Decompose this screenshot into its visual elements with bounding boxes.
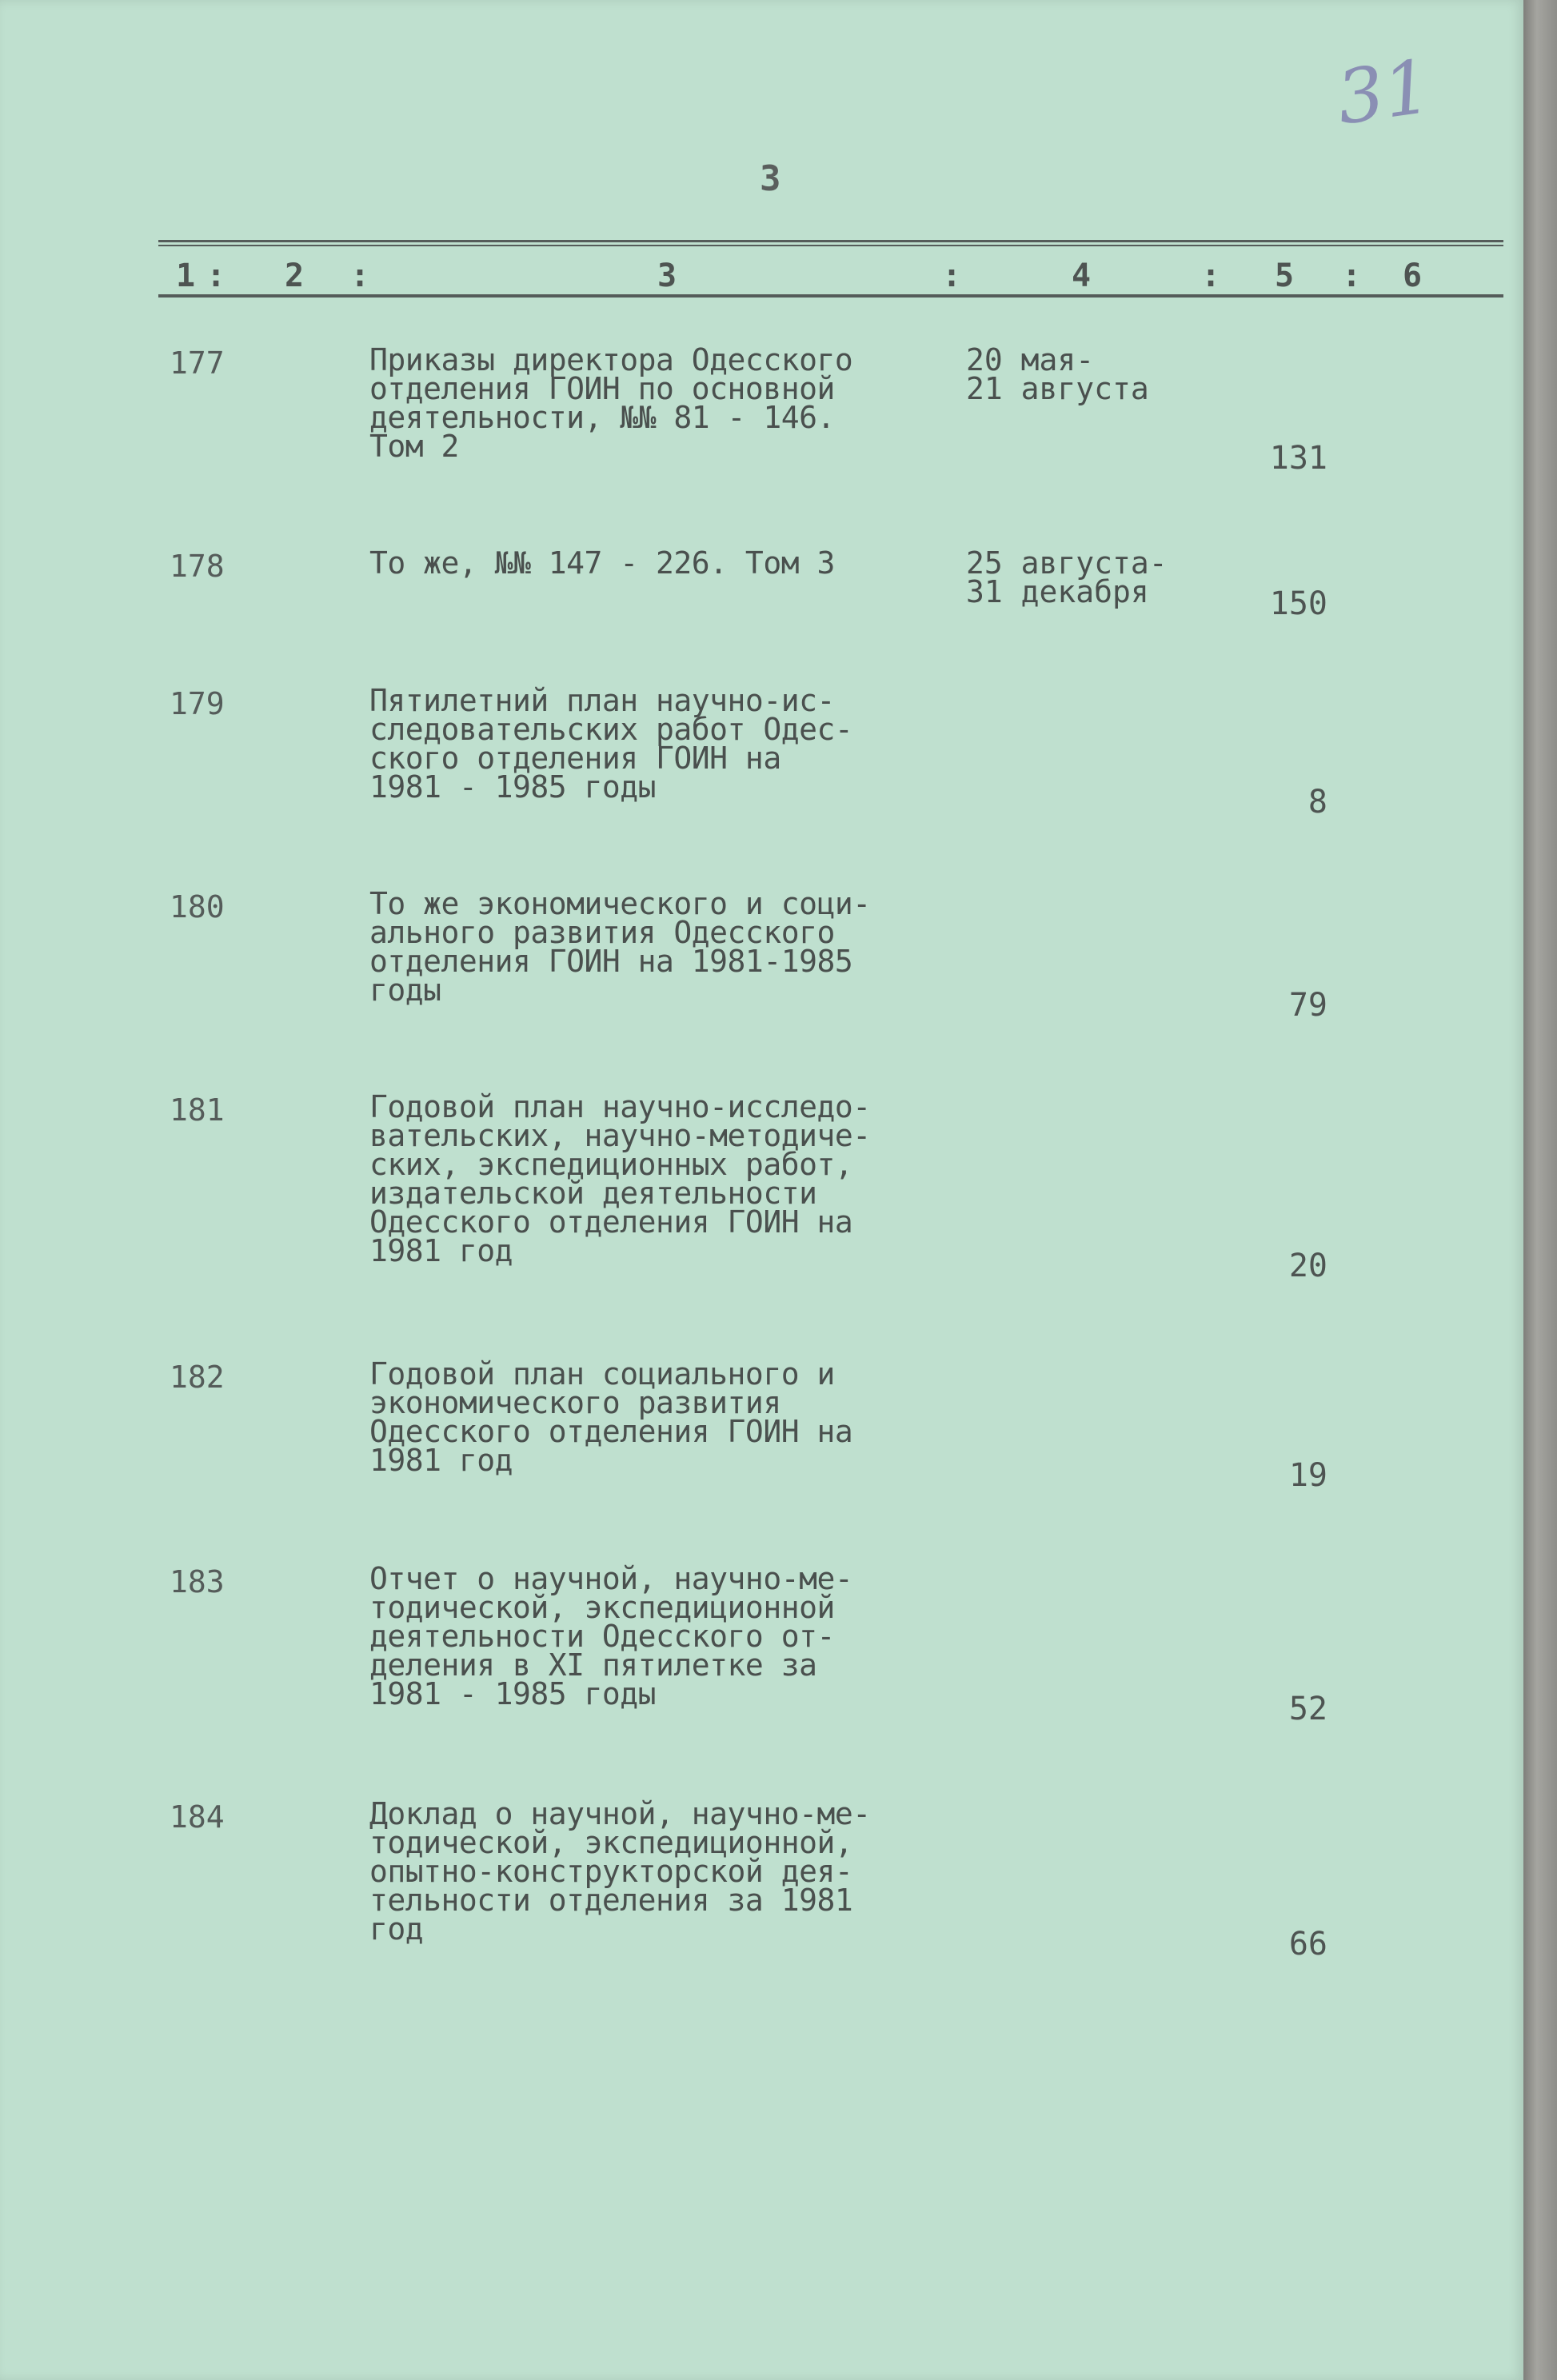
column-header-4: 4: [1072, 258, 1092, 294]
entry-sheet-count: 52: [1288, 1691, 1327, 1727]
entry-title: Годовой план социального и экономического развития Одесского отделения ГОИН на 1981 год: [369, 1356, 853, 1478]
column-header-2: 2: [285, 258, 305, 294]
entry-number: 179: [170, 686, 225, 721]
entry-number: 182: [170, 1360, 225, 1395]
entry-dates: 20 мая- 21 августа: [966, 342, 1149, 406]
page-number: 3: [760, 158, 781, 199]
entry-sheet-count: 66: [1288, 1926, 1327, 1963]
handwritten-sheet-number: 31: [1331, 43, 1436, 142]
entry-title: То же экономического и соци- ального развития Одесского отделения ГОИН на 1981-1985 годы: [369, 886, 871, 1008]
column-header-3: 3: [657, 258, 677, 294]
entry-title: То же, №№ 147 - 226. Том 3: [369, 545, 835, 581]
entry-title: Пятилетний план научно-ис- следовательских работ Одес- ского отделения ГОИН на 1981 - 1985 годы: [369, 683, 853, 805]
entry-sheet-count: 8: [1307, 784, 1327, 821]
entry-dates: 25 августа- 31 декабря: [966, 545, 1168, 609]
column-header-1: 1: [176, 258, 196, 294]
page-edge: [1523, 0, 1557, 2380]
entry-sheet-count: 150: [1269, 585, 1327, 622]
entry-title: Годовой план научно-исследо- вательских, научно-методиче- ских, экспедиционных работ, издательской деятельности Одесского отделения ГОИН на 1981 год: [369, 1089, 871, 1268]
entry-number: 183: [170, 1564, 225, 1599]
entry-sheet-count: 131: [1269, 440, 1327, 477]
column-header-5: 5: [1275, 258, 1295, 294]
entry-sheet-count: 20: [1288, 1248, 1327, 1284]
table-top-rule: [158, 240, 1503, 242]
entry-sheet-count: 19: [1288, 1457, 1327, 1494]
entry-number: 181: [170, 1092, 225, 1128]
table-top-rule-2: [158, 245, 1503, 246]
column-header-6: 6: [1403, 258, 1423, 294]
column-header-row: 1 : 2 : 3 : 4 : 5 : 6: [176, 258, 1423, 294]
entry-number: 178: [170, 549, 225, 584]
table-header-rule: [158, 294, 1503, 298]
entry-number: 180: [170, 889, 225, 924]
entry-number: 177: [170, 345, 225, 381]
entry-title: Отчет о научной, научно-ме- тодической, экспедиционной деятельности Одесского от- деления в XI пятилетке за 1981 - 1985 годы: [369, 1561, 853, 1711]
entry-title: Доклад о научной, научно-ме- тодической, экспедиционной, опытно-конструкторской дея- тельности отделения за 1981 год: [369, 1796, 871, 1947]
entry-sheet-count: 79: [1288, 987, 1327, 1024]
entry-title: Приказы директора Одесского отделения ГОИН по основной деятельности, №№ 81 - 146. Том 2: [369, 342, 853, 464]
entry-number: 184: [170, 1799, 225, 1835]
